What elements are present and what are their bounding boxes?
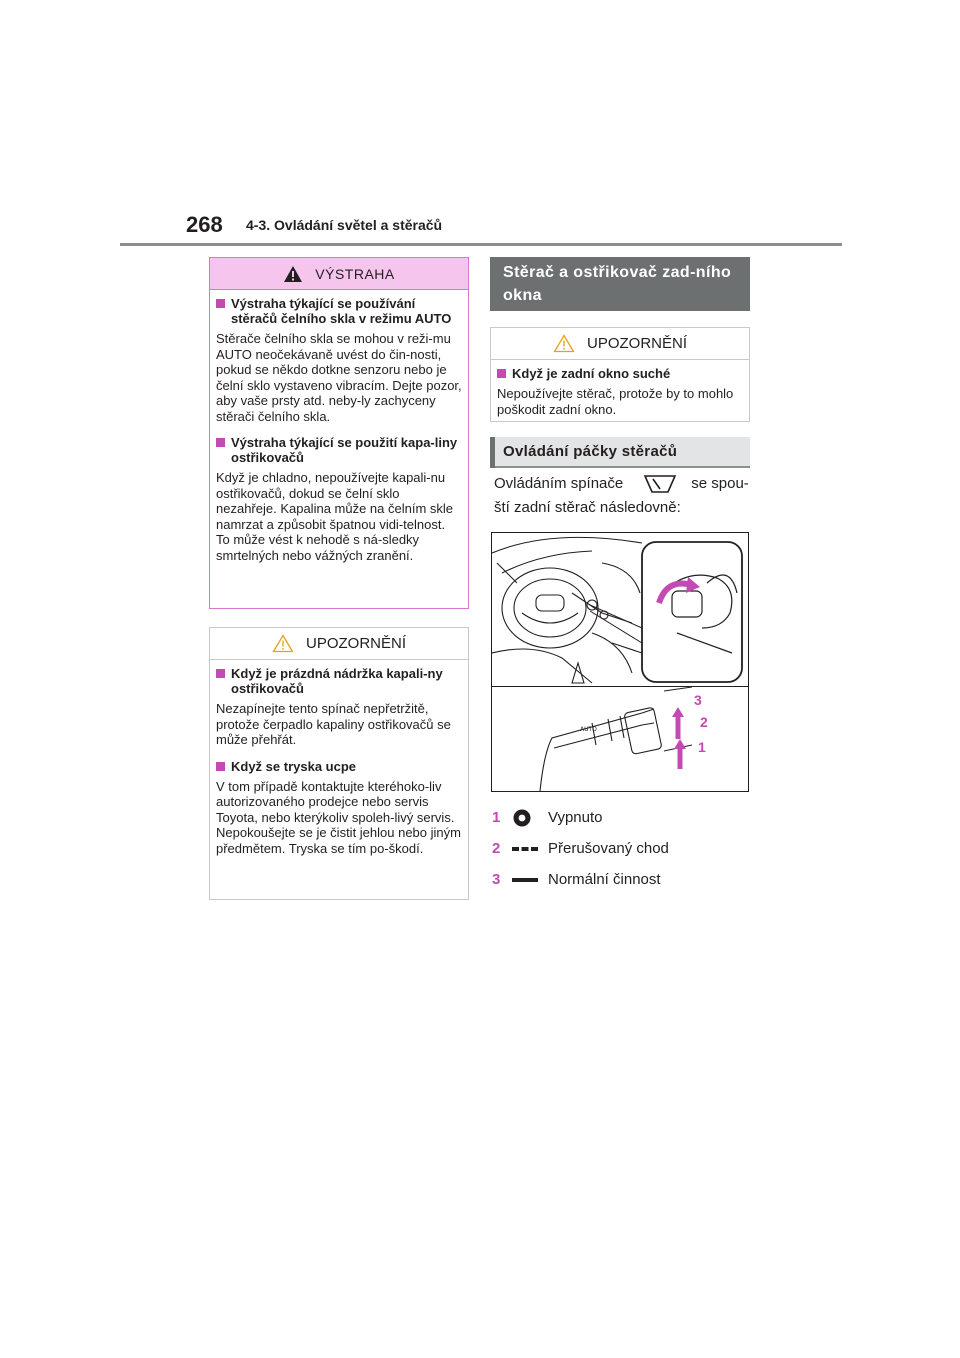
caution-heading: UPOZORNĚNÍ: [305, 635, 406, 652]
dashed-bar-icon: [512, 845, 548, 853]
caution-box-left: [209, 627, 469, 900]
caution-item-text: Nezapínejte tento spínač nepřetržitě, protože čerpadlo kapaliny ostřikovačů se může přehřát.: [216, 701, 451, 747]
list-number: 1: [492, 809, 501, 826]
step-label-1: 1: [698, 739, 706, 755]
step-label-3: 3: [694, 692, 702, 708]
wiper-lever-illustration: [491, 532, 749, 792]
caution-heading: UPOZORNĚNÍ: [586, 335, 687, 352]
list-text: Přerušovaný chod: [548, 840, 669, 857]
lead-text-part-2: se spou-: [691, 475, 749, 492]
rear-wiper-switch-icon: [643, 473, 677, 495]
list-number: 3: [492, 871, 501, 888]
list-text: Vypnuto: [548, 809, 603, 826]
caution-box-header: [491, 328, 749, 360]
illustration-divider: [491, 686, 749, 687]
page-number: 268: [186, 212, 223, 237]
subheading-bar: [490, 437, 495, 468]
warning-box-header: [210, 258, 468, 290]
section-banner: Stěrač a ostřikovač zad-ního okna: [490, 257, 750, 311]
caution-box-right: [490, 327, 750, 422]
list-item: [492, 802, 750, 833]
wiper-mode-list: [492, 802, 750, 895]
caution-box-header: [210, 628, 468, 660]
warning-heading: VÝSTRAHA: [315, 265, 395, 282]
warning-item-text: Stěrače čelního skla se mohou v reži-mu AUTO neočekávaně uvést do čin-nosti, pokud se někdo dotkne senzoru nebo je čelní sklo vystaveno vibracím. Dejte pozor, aby vaše prsty atd. neby-ly zachyceny stěrači čelního skla.: [216, 331, 462, 424]
step-label-2: 2: [700, 714, 708, 730]
list-item: [492, 833, 750, 864]
lead-text-part-1: Ovládáním spínače: [494, 475, 624, 492]
list-text: Normální činnost: [548, 871, 661, 888]
warning-item-text: Když je chladno, nepoužívejte kapali-nu ostřikovačů, dokud se čelní sklo nezahřeje. Kapalina může na čelním skle namrzat a způsobit špatnou vidi-telnost. To může vést k nehodě s ná-sledky smrtelných nebo vážných zranění.: [216, 470, 454, 563]
caution-triangle-icon: [553, 334, 575, 353]
caution-triangle-icon: [272, 634, 294, 653]
caution-item-title: Když se tryska ucpe: [216, 759, 462, 774]
caution-item-title: Když je prázdná nádržka kapali-ny ostřikovačů: [216, 666, 462, 696]
warning-triangle-icon: [283, 265, 303, 283]
caution-item-title: Když je zadní okno suché: [497, 366, 743, 381]
solid-bar-icon: [512, 876, 548, 884]
dashboard-drawing: [492, 533, 748, 791]
header-rule: [120, 243, 842, 246]
caution-item-text: V tom případě kontaktujte kteréhoko-liv autorizovaného prodejce nebo servis Toyota, nebo kterýkoliv spoleh-livý servis. Nepokoušejte se je čistit jehlou nebo jiným předmětem. Tryska se tím po-škodí.: [216, 778, 461, 856]
lead-text-line-2: ští zadní stěrač následovně:: [494, 499, 681, 516]
warning-item-title: Výstraha týkající se používání stěračů čelního skla v režimu AUTO: [216, 296, 462, 326]
list-number: 2: [492, 840, 501, 857]
caution-item-text: Nepoužívejte stěrač, protože by to mohlo poškodit zadní okno.: [497, 386, 734, 417]
svg-text:AUTO: AUTO: [580, 726, 597, 733]
subheading: Ovládání páčky stěračů: [490, 437, 750, 468]
section-title: 4-3. Ovládání světel a stěračů: [246, 217, 443, 233]
warning-box: [209, 257, 469, 609]
off-circle-icon: [512, 808, 548, 828]
list-item: [492, 864, 750, 895]
lead-text-line-1: [494, 472, 750, 496]
warning-item-title: Výstraha týkající se použití kapa-liny ostřikovačů: [216, 435, 462, 465]
